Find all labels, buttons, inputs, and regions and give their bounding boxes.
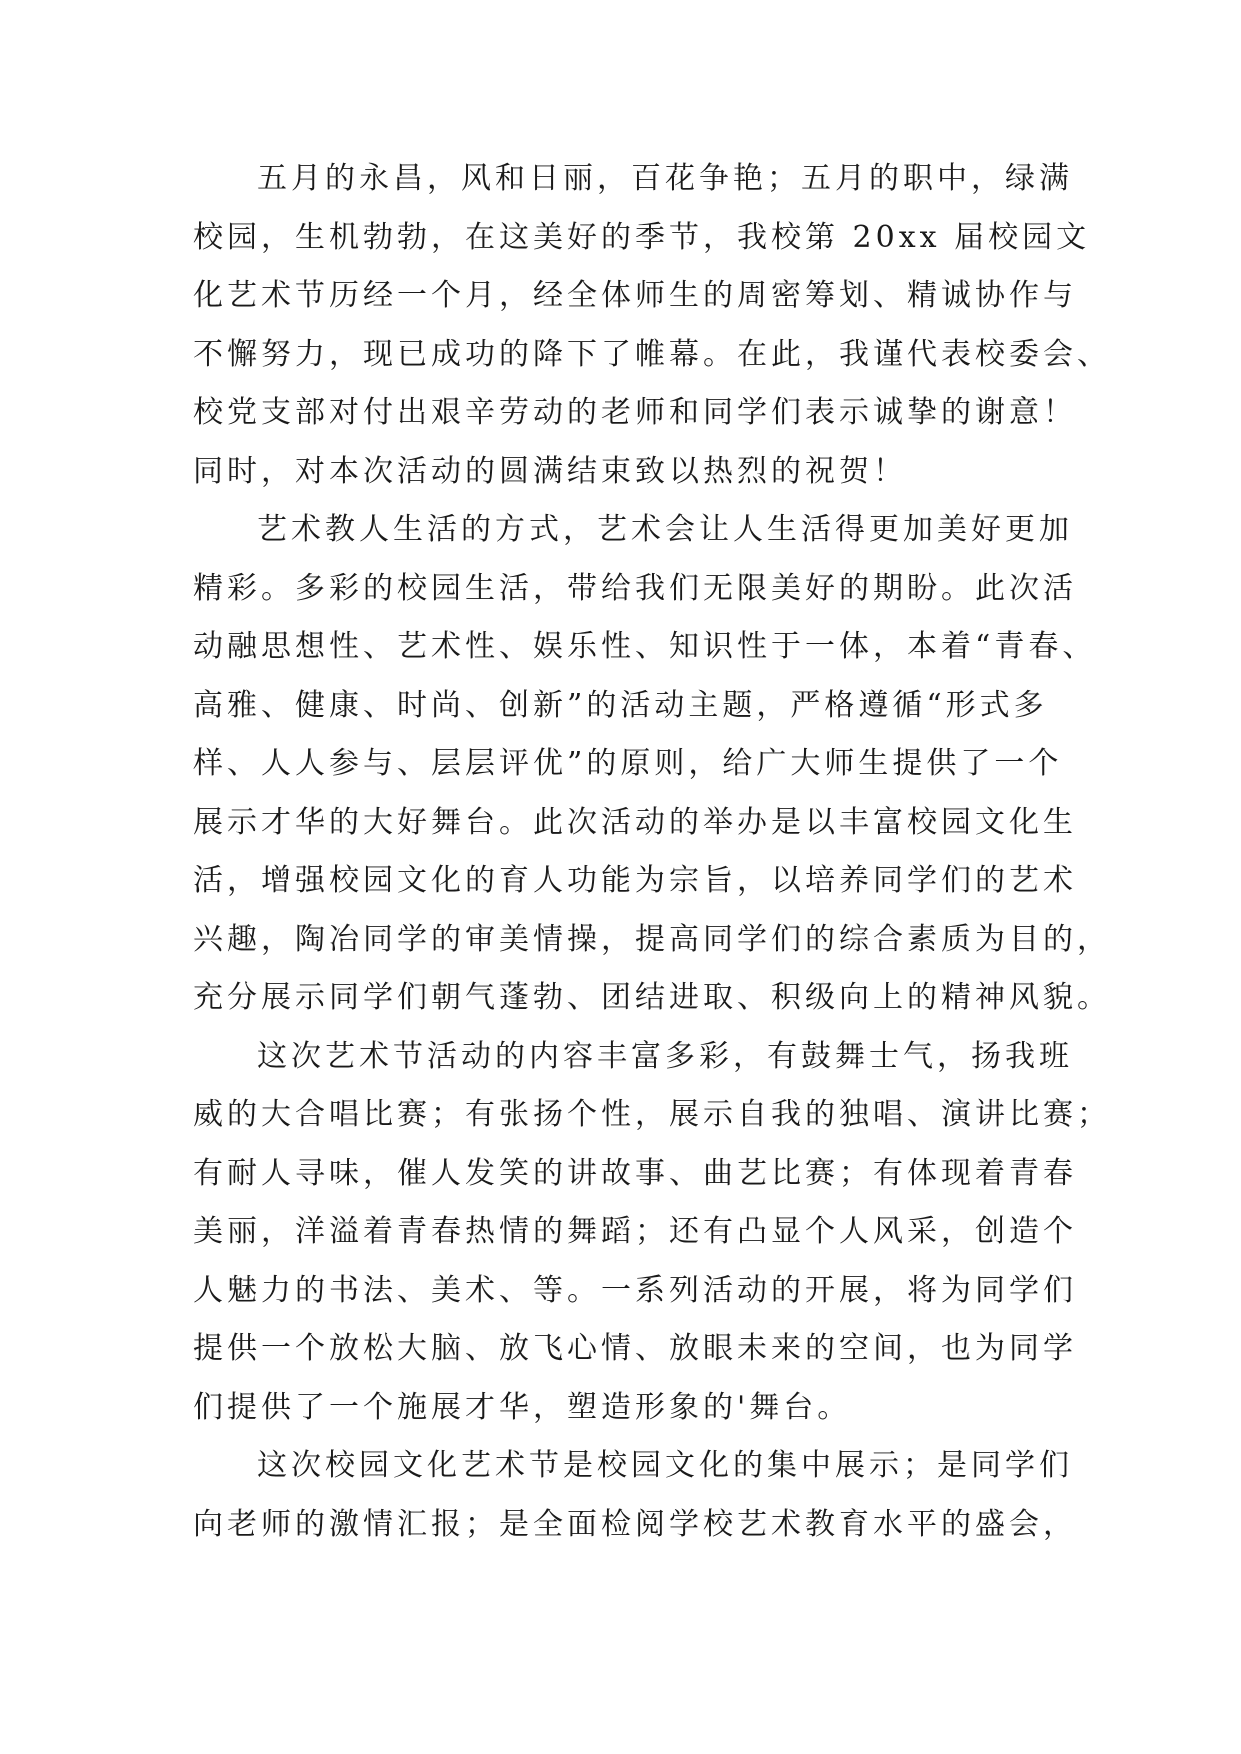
text-line: 不懈努力，现已成功的降下了帷幕。在此，我谨代表校委会、	[193, 336, 1111, 372]
text-line: 充分展示同学们朝气蓬勃、团结进取、积级向上的精神风貌。	[193, 980, 1111, 1015]
text-line: 人魅力的书法、美术、等。一系列活动的开展，将为同学们	[193, 1272, 1077, 1308]
text-line: 兴趣，陶冶同学的审美情操，提高同学们的综合素质为目的，	[193, 921, 1111, 957]
text-line: 提供一个放松大脑、放飞心情、放眼未来的空间，也为同学	[193, 1331, 1077, 1366]
text-line: 美丽，洋溢着青春热情的舞蹈；还有凸显个人风采，创造个	[193, 1214, 1077, 1249]
text-line: 样、人人参与、层层评优”的原则，给广大师生提供了一个	[193, 746, 1063, 781]
text-line: 们提供了一个施展才华，塑造形象的'舞台。	[193, 1389, 852, 1425]
paragraph-4	[193, 1437, 1077, 1554]
text-line: 威的大合唱比赛；有张扬个性，展示自我的独唱、演讲比赛；	[193, 1097, 1111, 1132]
paragraph-3	[193, 1028, 1111, 1438]
text-line: 这次艺术节活动的内容丰富多彩，有鼓舞士气，扬我班	[257, 1038, 1073, 1074]
text-line: 向老师的激情汇报；是全面检阅学校艺术教育水平的盛会，	[193, 1506, 1077, 1542]
text-line: 精彩。多彩的校园生活，带给我们无限美好的期盼。此次活	[193, 570, 1077, 606]
text-line: 活，增强校园文化的育人功能为宗旨，以培养同学们的艺术	[193, 863, 1077, 898]
text-line: 这次校园文化艺术节是校园文化的集中展示；是同学们	[257, 1448, 1073, 1483]
text-line: 高雅、健康、时尚、创新”的活动主题，严格遵循“形式多	[193, 687, 1048, 723]
document-body	[193, 150, 1111, 1554]
text-line: 化艺术节历经一个月，经全体师生的周密筹划、精诚协作与	[193, 278, 1077, 313]
text-line: 有耐人寻味，催人发笑的讲故事、曲艺比赛；有体现着青春	[193, 1155, 1077, 1191]
paragraph-2	[193, 501, 1111, 1028]
text-line: 展示才华的大好舞台。此次活动的举办是以丰富校园文化生	[193, 804, 1077, 840]
text-line: 五月的永昌，风和日丽，百花争艳；五月的职中，绿满	[257, 161, 1073, 196]
paragraph-1	[193, 150, 1111, 501]
text-line: 同时，对本次活动的圆满结束致以热烈的祝贺！	[193, 453, 907, 489]
text-line: 校园，生机勃勃，在这美好的季节，我校第 20xx 届校园文	[193, 219, 1091, 255]
text-line: 艺术教人生活的方式，艺术会让人生活得更加美好更加	[257, 512, 1073, 547]
text-line: 动融思想性、艺术性、娱乐性、知识性于一体，本着“青春、	[193, 629, 1097, 664]
text-line: 校党支部对付出艰辛劳动的老师和同学们表示诚挚的谢意！	[193, 395, 1077, 430]
